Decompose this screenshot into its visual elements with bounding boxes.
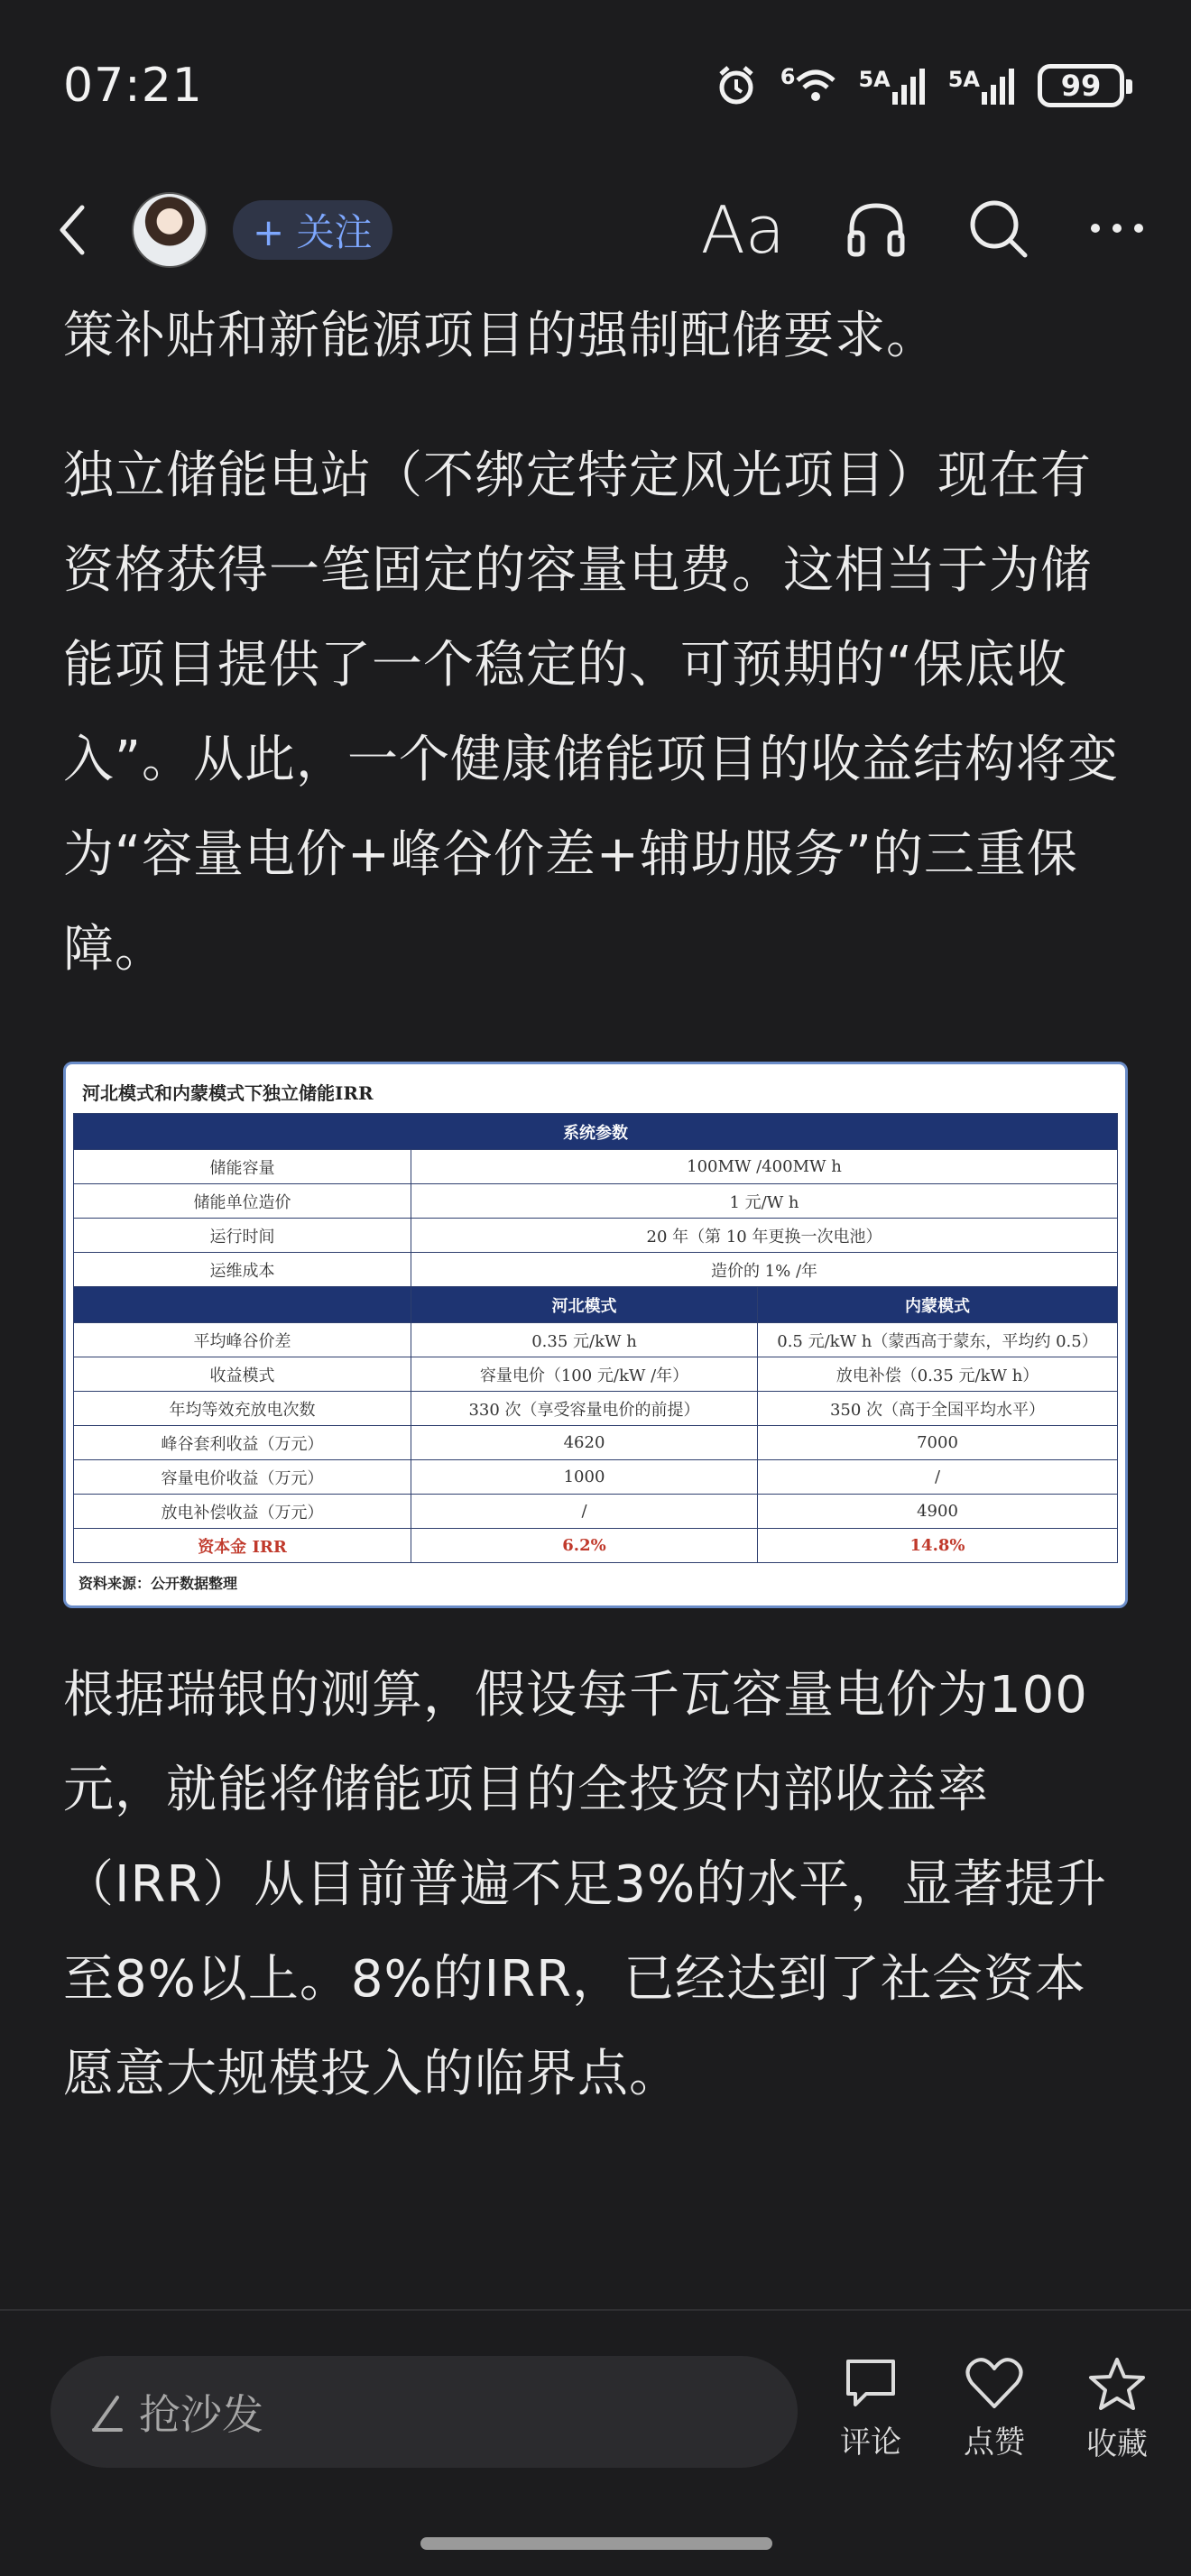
favorite-button[interactable]: [1067, 2356, 1167, 2463]
table-cell: 1 元/W h: [411, 1184, 1118, 1219]
table-cell: 运维成本: [74, 1253, 411, 1287]
table-cell: 0.35 元/kW h: [411, 1323, 758, 1357]
table-header-row: [74, 1114, 1118, 1150]
chevron-left-icon: [57, 204, 88, 256]
table-cell: 放电补偿（0.35 元/kW h）: [758, 1357, 1118, 1392]
font-size-button[interactable]: Aa: [700, 192, 785, 268]
table-header-cell: [74, 1287, 411, 1323]
table-cell: 容量电价收益（万元）: [74, 1460, 411, 1495]
back-button[interactable]: [45, 194, 99, 266]
signal-icon-2: [948, 67, 1016, 105]
table-row-irr: [74, 1529, 1118, 1563]
status-bar: [0, 0, 1191, 171]
table-cell: 储能单位造价: [74, 1184, 411, 1219]
table-row: [74, 1426, 1118, 1460]
table-row: [74, 1184, 1118, 1219]
table-cell: 峰谷套利收益（万元）: [74, 1426, 411, 1460]
table-cell: 运行时间: [74, 1219, 411, 1253]
pen-icon: [90, 2392, 126, 2432]
table-row: [74, 1150, 1118, 1184]
table-cell: 7000: [758, 1426, 1118, 1460]
alarm-icon: [714, 63, 759, 108]
article-nav-bar: [0, 171, 1191, 289]
signal-icon: [858, 67, 926, 105]
table-row: [74, 1219, 1118, 1253]
table-cell: 1000: [411, 1460, 758, 1495]
comment-input[interactable]: [51, 2356, 798, 2468]
table-row: [74, 1253, 1118, 1287]
heart-icon: [965, 2356, 1024, 2410]
nav-actions: [701, 192, 1146, 268]
network-label-1: 5A: [858, 67, 891, 92]
comment-placeholder: 抢沙发: [139, 2390, 263, 2439]
article-paragraph: 根据瑞银的测算，假设每千瓦容量电价为100元，就能将储能项目的全投资内部收益率（IRR）从目前普遍不足3%的水平，显著提升至8%以上。8%的IRR，已经达到了社会资本愿意大规模投入的临界点。: [63, 1666, 1108, 2103]
table-header-cell: 系统参数: [74, 1114, 1118, 1150]
search-icon[interactable]: [967, 198, 1029, 262]
favorite-label: 收藏: [1086, 2426, 1148, 2462]
table-cell: 收益模式: [74, 1357, 411, 1392]
status-icons: [714, 63, 1124, 108]
table-row: [74, 1323, 1118, 1357]
irr-table: [73, 1113, 1118, 1563]
wifi-label: 6: [780, 64, 796, 89]
like-button[interactable]: [945, 2356, 1044, 2461]
table-cell: /: [411, 1495, 758, 1529]
table-cell: 4620: [411, 1426, 758, 1460]
table-cell: 造价的 1% /年: [411, 1253, 1118, 1287]
table-row: [74, 1495, 1118, 1529]
author-avatar[interactable]: [132, 192, 208, 268]
follow-button[interactable]: + 关注: [233, 200, 392, 260]
figure-source: 资料来源：公开数据整理: [78, 1575, 238, 1592]
table-cell: 资本金 IRR: [74, 1529, 411, 1563]
article-paragraph: 策补贴和新能源项目的强制配储要求。: [63, 307, 937, 365]
network-label-2: 5A: [947, 67, 980, 92]
comment-label: 评论: [840, 2424, 901, 2461]
battery-icon: [1038, 64, 1124, 107]
battery-level: 99: [1060, 69, 1102, 103]
like-label: 点赞: [964, 2424, 1025, 2461]
table-header-cell: 河北模式: [411, 1287, 758, 1323]
home-indicator[interactable]: [420, 2537, 772, 2550]
table-cell: 14.8%: [758, 1529, 1118, 1563]
table-row: [74, 1392, 1118, 1426]
comment-icon: [843, 2356, 899, 2410]
table-cell: /: [758, 1460, 1118, 1495]
article-content: [63, 289, 1128, 2121]
table-cell: 放电补偿收益（万元）: [74, 1495, 411, 1529]
comment-button[interactable]: [821, 2356, 920, 2461]
table-cell: 100MW /400MW h: [411, 1150, 1118, 1184]
table-cell: 350 次（高于全国平均水平）: [758, 1392, 1118, 1426]
table-cell: 0.5 元/kW h（蒙西高于蒙东，平均约 0.5）: [758, 1323, 1118, 1357]
table-cell: 容量电价（100 元/kW /年）: [411, 1357, 758, 1392]
article-figure-table[interactable]: [63, 1062, 1128, 1608]
table-cell: 6.2%: [411, 1529, 758, 1563]
bottom-action-bar: [0, 2311, 1191, 2576]
table-cell: 储能容量: [74, 1150, 411, 1184]
article-paragraph: 独立储能电站（不绑定特定风光项目）现在有资格获得一笔固定的容量电费。这相当于为储能项目提供了一个稳定的、可预期的“保底收入”。从此，一个健康储能项目的收益结构将变为“容量电价+峰谷价差+辅助服务”的三重保障。: [63, 446, 1120, 979]
headphones-icon[interactable]: [845, 198, 908, 262]
status-time: 07:21: [63, 59, 203, 113]
table-header-cell: 内蒙模式: [758, 1287, 1118, 1323]
more-icon[interactable]: [1088, 219, 1146, 241]
figure-title: 河北模式和内蒙模式下独立储能IRR: [82, 1082, 374, 1104]
table-cell: 20 年（第 10 年更换一次电池）: [411, 1219, 1118, 1253]
table-cell: 平均峰谷价差: [74, 1323, 411, 1357]
table-header-row: [74, 1287, 1118, 1323]
table-cell: 4900: [758, 1495, 1118, 1529]
table-cell: 330 次（享受容量电价的前提）: [411, 1392, 758, 1426]
wifi-icon: [780, 64, 837, 104]
table-row: [74, 1460, 1118, 1495]
table-row: [74, 1357, 1118, 1392]
star-icon: [1087, 2356, 1147, 2412]
table-cell: 年均等效充放电次数: [74, 1392, 411, 1426]
